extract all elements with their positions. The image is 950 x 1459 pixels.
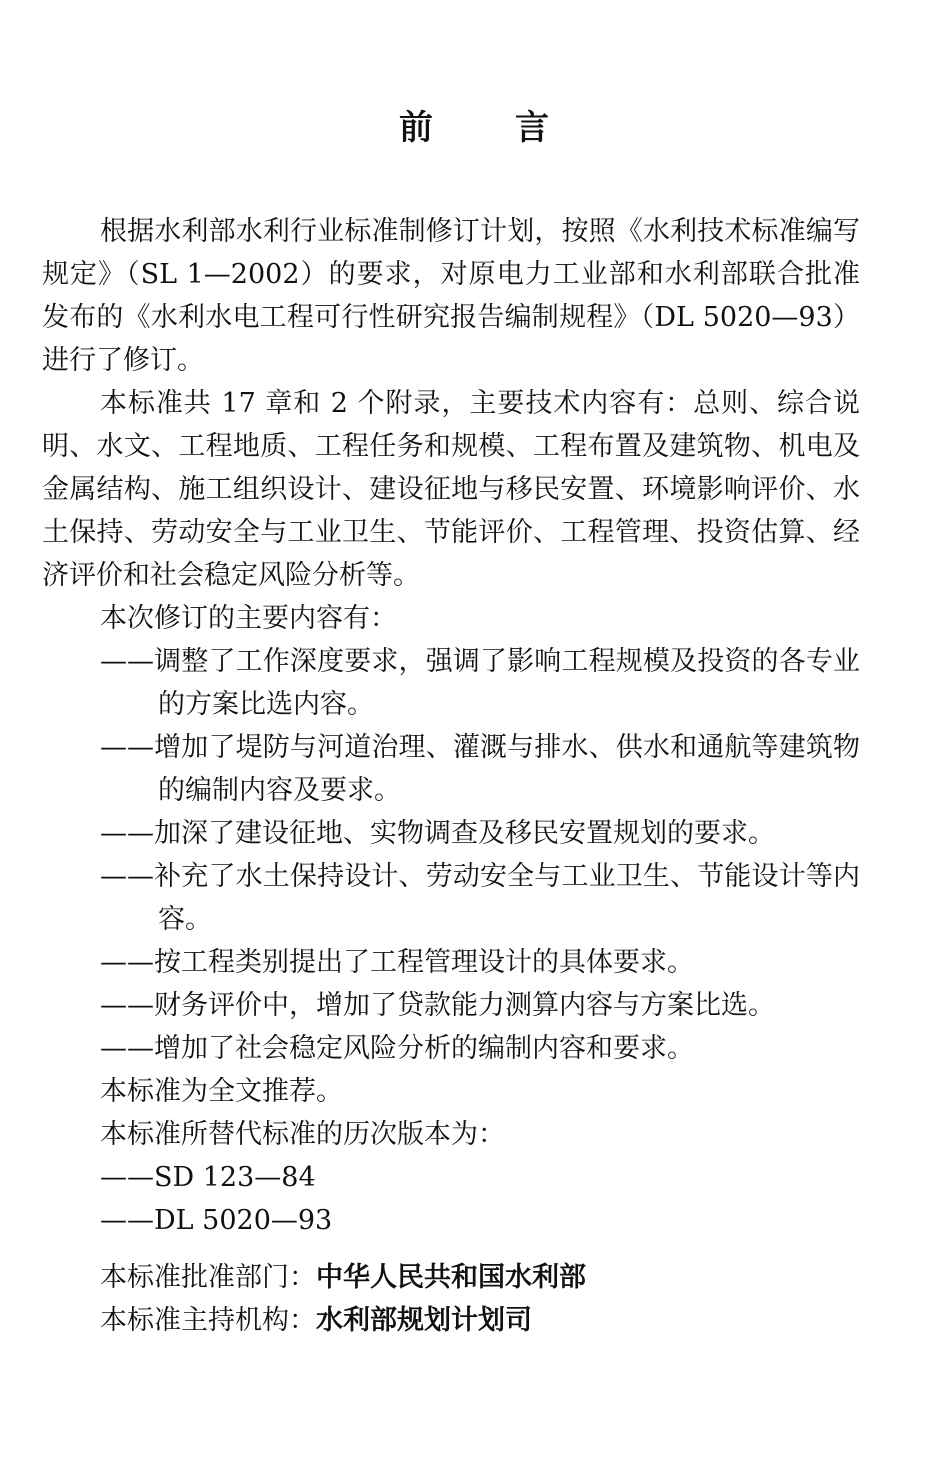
paragraph-revision-intro: 本次修订的主要内容有： [100,603,397,634]
paragraph-content-summary: 本标准共 17 章和 2 个附录，主要技术内容有：总则、综合说明、水文、工程地质、工程任务和规模、工程布置及建筑物、机电及金属结构、施工组织设计、建设征地与移民安置、环境影响评价、水土保持、劳动安全与工业卫生、节能评价、工程管理、投资估算、经济评价和社会稳定风险分析等。 [42,388,860,591]
recommend-statement: 本标准为全文推荐。 [100,1076,343,1107]
history-intro: 本标准所替代标准的历次版本为： [100,1119,505,1150]
revision-item: ——调整了工作深度要求，强调了影响工程规模及投资的各专业的方案比选内容。 [100,646,860,720]
revision-item: ——增加了堤防与河道治理、灌溉与排水、供水和通航等建筑物的编制内容及要求。 [100,732,860,806]
approval-label: 本标准批准部门： [100,1262,316,1293]
revision-item: ——按工程类别提出了工程管理设计的具体要求。 [100,947,694,978]
title-char-1: 前 [399,108,435,148]
preface-body [42,210,860,1342]
title-char-2: 言 [515,108,551,148]
page-title [0,100,950,149]
revision-item: ——补充了水土保持设计、劳动安全与工业卫生、节能设计等内容。 [100,861,860,935]
history-version: ——DL 5020—93 [100,1205,333,1236]
host-line [42,1299,860,1342]
paragraph-revision-basis: 根据水利部水利行业标准制修订计划，按照《水利技术标准编写规定》（SL 1—2002）的要求，对原电力工业部和水利部联合批准发布的《水利水电工程可行性研究报告编制规程》（DL 5020—93）进行了修订。 [42,216,860,376]
approval-line [42,1256,860,1299]
host-value: 水利部规划计划司 [316,1305,532,1336]
host-label: 本标准主持机构： [100,1305,316,1336]
history-version: ——SD 123—84 [100,1162,316,1193]
revision-item: ——加深了建设征地、实物调查及移民安置规划的要求。 [100,818,775,849]
revision-item: ——财务评价中，增加了贷款能力测算内容与方案比选。 [100,990,775,1021]
approval-value: 中华人民共和国水利部 [316,1262,586,1293]
revision-item: ——增加了社会稳定风险分析的编制内容和要求。 [100,1033,694,1064]
